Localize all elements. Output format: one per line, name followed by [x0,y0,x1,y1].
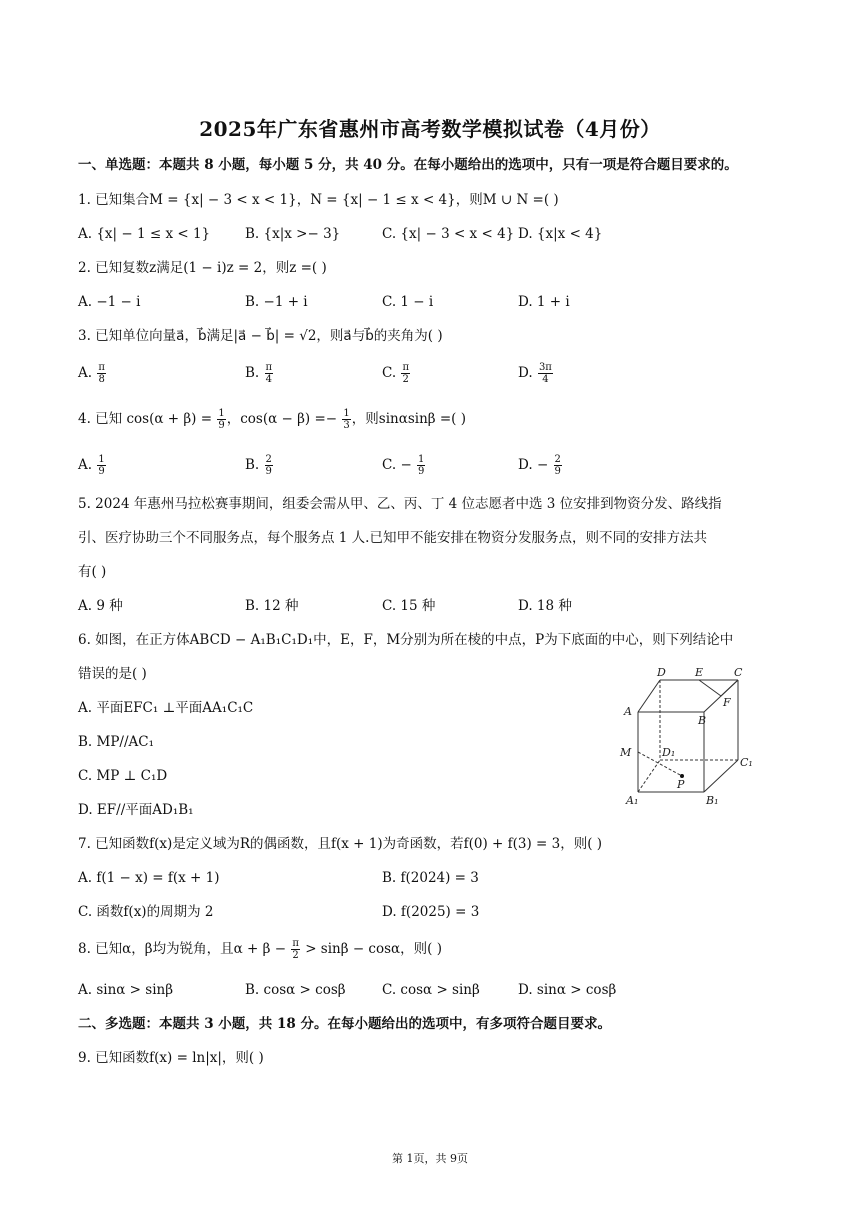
fraction: $\frac{3\pi}{4}$ [538,362,552,385]
section-2-header: 二、多选题：本题共 3 小题，共 18 分。在每小题给出的选项中，有多项符合题目要求。 [78,1016,611,1032]
edge-fc [721,680,738,696]
q7-option-c: C. 函数f(x)的周期为 2 [78,904,214,920]
q7-option-a: A. f(1 − x) = f(x + 1) [78,870,220,886]
cube-figure [616,664,756,814]
q4-option-d: D. − $\frac{2}{9}$ [518,454,561,477]
fraction: $\frac{2}{9}$ [265,454,272,477]
fraction: $\frac{\pi}{2}$ [402,362,410,385]
edge-ef [699,680,721,696]
question-6-line-2: 错误的是( ) [78,666,147,682]
edge-ad [638,680,660,712]
q8-option-b: B. cosα > cosβ [245,982,346,998]
q1-option-d: D. {x|x < 4} [518,226,603,242]
question-8-stem: 8. 已知α，β均为锐角，且α + β − $\frac{\pi}{2}$ > sinβ − cosα，则( ) [78,938,442,961]
q4-option-a: A. $\frac{1}{9}$ [78,454,105,477]
fraction: $\frac{2}{9}$ [554,454,561,477]
label-a1: A₁ [626,794,639,807]
question-5-line-3: 有( ) [78,564,107,580]
label-m: M [620,746,632,759]
q6-option-d: D. EF//平面AD₁B₁ [78,802,194,818]
q7-option-b: B. f(2024) = 3 [382,870,479,886]
question-6-line-1: 6. 如图，在正方体ABCD − A₁B₁C₁D₁中，E，F，M分别为所在棱的中点，P为下底面的中心，则下列结论中 [78,632,734,648]
q2-option-d: D. 1 + i [518,294,570,310]
q6-option-b: B. MP//AC₁ [78,734,154,750]
section-1-header: 一、单选题：本题共 8 小题，每小题 5 分，共 40 分。在每小题给出的选项中，只有一项是符合题目要求的。 [78,157,738,173]
q3-option-a: A. $\frac{\pi}{8}$ [78,362,105,385]
fraction: $\frac{1}{9}$ [98,454,105,477]
fraction: $\frac{\pi}{4}$ [265,362,273,385]
q2-option-b: B. −1 + i [245,294,308,310]
q2-option-c: C. 1 − i [382,294,434,310]
q2-option-a: A. −1 − i [78,294,141,310]
label-c1: C₁ [740,756,753,769]
question-2-stem: 2. 已知复数z满足(1 − i)z = 2，则z =( ) [78,260,327,276]
q5-option-b: B. 12 种 [245,598,299,614]
question-5-line-2: 引、医疗协助三个不同服务点，每个服务点 1 人.已知甲不能安排在物资分发服务点，则不同的安排方法共 [78,530,707,546]
q3-option-d: D. $\frac{3\pi}{4}$ [518,362,552,385]
edge-b1c1 [704,760,738,792]
label-e: E [695,666,704,679]
question-4-stem: 4. 已知 cos(α + β) = $\frac{1}{9}$ ，cos(α − β) =− $\frac{1}{3}$ ，则sinαsinβ =( ) [78,408,466,431]
edge-a1d1-hidden [638,760,660,792]
q6-option-a: A. 平面EFC₁ ⊥平面AA₁C₁C [78,700,254,716]
label-b1: B₁ [706,794,719,807]
question-3-stem: 3. 已知单位向量a⃗，b⃗满足|a⃗ − b⃗| = √2，则a⃗与b⃗的夹角为( ) [78,328,443,344]
q4-option-b: B. $\frac{2}{9}$ [245,454,272,477]
label-f: F [723,696,731,709]
q3-option-b: B. $\frac{\pi}{4}$ [245,362,273,385]
question-7-stem: 7. 已知函数f(x)是定义域为R的偶函数，且f(x + 1)为奇函数，若f(0) + f(3) = 3，则( ) [78,836,603,852]
label-p: P [677,778,685,791]
q8-option-c: C. cosα > sinβ [382,982,480,998]
label-d1: D₁ [662,746,676,759]
page-footer: 第 1页，共 9页 [392,1152,468,1165]
q1-option-a: A. {x| − 1 ≤ x < 1} [78,226,211,242]
label-b: B [698,714,707,727]
q6-option-c: C. MP ⊥ C₁D [78,768,168,784]
q8-option-a: A. sinα > sinβ [78,982,174,998]
q3-option-c: C. $\frac{\pi}{2}$ [382,362,410,385]
q1-option-b: B. {x|x >− 3} [245,226,341,242]
q8-option-d: D. sinα > cosβ [518,982,617,998]
question-1-stem: 1. 已知集合M = {x| − 3 < x < 1}，N = {x| − 1 ≤ x < 4}，则M ∪ N =( ) [78,192,559,208]
q5-option-a: A. 9 种 [78,598,123,614]
question-9-stem: 9. 已知函数f(x) = ln|x|，则( ) [78,1050,264,1066]
fraction: $\frac{1}{9}$ [218,408,225,431]
fraction: $\frac{1}{9}$ [418,454,425,477]
fraction: $\frac{1}{3}$ [343,408,350,431]
label-a: A [624,705,632,718]
page-title: 2025年广东省惠州市高考数学模拟试卷（4月份） [199,117,661,141]
question-5-line-1: 5. 2024 年惠州马拉松赛事期间，组委会需从甲、乙、丙、丁 4 位志愿者中选 3 位安排到物资分发、路线指 [78,496,722,512]
label-c: C [734,666,743,679]
q4-option-c: C. − $\frac{1}{9}$ [382,454,425,477]
q7-option-d: D. f(2025) = 3 [382,904,480,920]
q5-option-c: C. 15 种 [382,598,436,614]
q1-option-c: C. {x| − 3 < x < 4} [382,226,515,242]
fraction: $\frac{\pi}{8}$ [98,362,105,385]
fraction: $\frac{\pi}{2}$ [292,938,299,961]
q5-option-d: D. 18 种 [518,598,572,614]
label-d: D [657,666,666,679]
